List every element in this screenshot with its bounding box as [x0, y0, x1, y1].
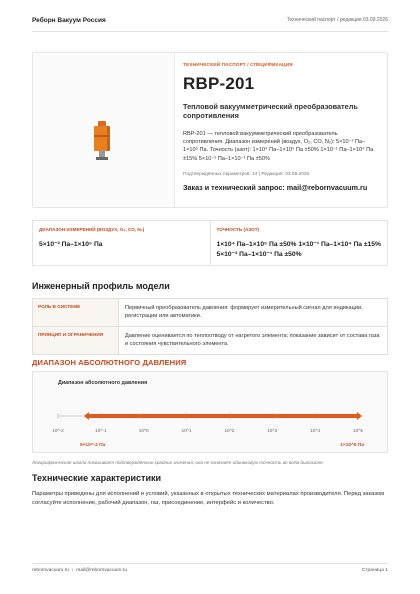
tick-label: 10^4: [310, 428, 321, 433]
tech-title: Технические характеристики: [32, 473, 162, 483]
model-title: RBP-201: [183, 74, 255, 93]
tech-text: Параметры приведены для исполнений и условий, указанных в открытых технических материалах производителя. Перед заказом согласуйте исполнение, рабочий диапазон, газ, присоединение, интерфейс и количество.: [32, 491, 385, 507]
range-max-label: 1×10^5 Па: [340, 443, 364, 448]
chart-title: Диапазон абсолютного давления: [58, 380, 148, 386]
accuracy-value: 1×10⁴ Па–1×10⁵ Па ±50% 1×10⁻¹ Па–1×10⁴ Па ±15% 5×10⁻² Па–1×10⁻¹ Па ±50%: [216, 241, 381, 258]
footer-email-link[interactable]: mail@rebornvacuum.ru: [76, 568, 128, 573]
accuracy-label: ТОЧНОСТЬ (АЗОТ): [216, 227, 260, 232]
range-chart-svg: [33, 372, 389, 454]
footer-separator: |: [71, 568, 74, 573]
tick-label: 10^3: [267, 428, 278, 433]
tick-label: 10^5: [353, 428, 363, 433]
page-header: [32, 13, 388, 27]
tick-label: 10^1: [181, 428, 192, 433]
footer-contacts: [32, 568, 127, 573]
footer-divider: [32, 563, 388, 564]
hero-card: [32, 52, 388, 208]
range-max-arrow: [357, 412, 362, 420]
order-contact[interactable]: Заказ и технический запрос: mail@rebornvacuum.ru: [183, 183, 368, 193]
profile-title: Инженерный профиль модели: [32, 281, 170, 291]
product-image: [33, 53, 175, 207]
model-subtitle: Тепловой вакуумметрический преобразователь сопротивления: [183, 102, 358, 121]
header-divider: [32, 31, 388, 32]
range-chart: [32, 371, 388, 453]
profile-table: [32, 298, 388, 355]
profile-row: [33, 299, 387, 326]
tick-label: 10^-1: [95, 428, 107, 433]
gauge-device-icon: [94, 121, 110, 161]
header-meta: Технический паспорт / редакция 03.09.2026: [286, 17, 388, 23]
chart-caption: Логарифмическая шкала показывает подтверждённые крайние значения; она не означает одинаковую точность во всём диапазоне.: [32, 460, 324, 465]
params-meta: Подтверждённых параметров: 14 | Редакция: 03.09.2026: [183, 172, 310, 178]
measure-range-cell: [33, 221, 210, 265]
accuracy-cell: [210, 221, 388, 265]
hero-content: [175, 53, 387, 207]
tick-label: 10^0: [138, 428, 149, 433]
profile-value: Давление оценивается по теплоотводу от нагретого элемента; показание зависит от состава газа и состояния чувствительного элемента.: [125, 332, 380, 348]
range-min-label: 5×10^-2 Па: [79, 443, 106, 448]
range-min-arrow: [84, 412, 89, 420]
footer-site-link[interactable]: rebornvacuum.ru: [32, 568, 69, 573]
tick-label: 10^-2: [52, 428, 64, 433]
profile-row: [33, 326, 387, 354]
profile-value: Первичный преобразователь давления: формирует измерительный сигнал для индикации, регистрации или автоматики.: [125, 305, 363, 320]
range-section-title: ДИАПАЗОН АБСОЛЮТНОГО ДАВЛЕНИЯ: [32, 358, 187, 367]
doc-kicker: ТЕХНИЧЕСКИЙ ПАСПОРТ / СПЕЦИФИКАЦИЯ: [183, 63, 293, 68]
measure-range-label: ДИАПАЗОН ИЗМЕРЕНИЙ (ВОЗДУХ, O₂, CO, N₂): [39, 227, 145, 232]
profile-key: ПРИНЦИП И ОГРАНИЧЕНИЯ: [33, 327, 119, 354]
tick-label: 10^2: [224, 428, 235, 433]
measure-range-value: 5×10⁻² Па–1×10⁵ Па: [39, 241, 103, 248]
page-footer: [32, 568, 388, 573]
page-number: Страница 1: [361, 568, 388, 573]
spec-ranges: [32, 220, 388, 266]
profile-key: РОЛЬ В СИСТЕМЕ: [33, 299, 119, 326]
model-description: RBP-201 — тепловой вакуумметрический преобразователь сопротивления. Диапазон измерений (воздух, O₂, CO, N₂): 5×10⁻² Па–1×10⁵ Па. Точность (азот): 1×10⁴ Па–1×10⁵ Па ±50% 1×10⁻¹ Па–1×10⁴ Па ±15% 5×10⁻² Па–1×10⁻¹ Па ±50%: [183, 130, 374, 162]
brand-name: Реборн Вакуум Россия: [32, 16, 106, 24]
